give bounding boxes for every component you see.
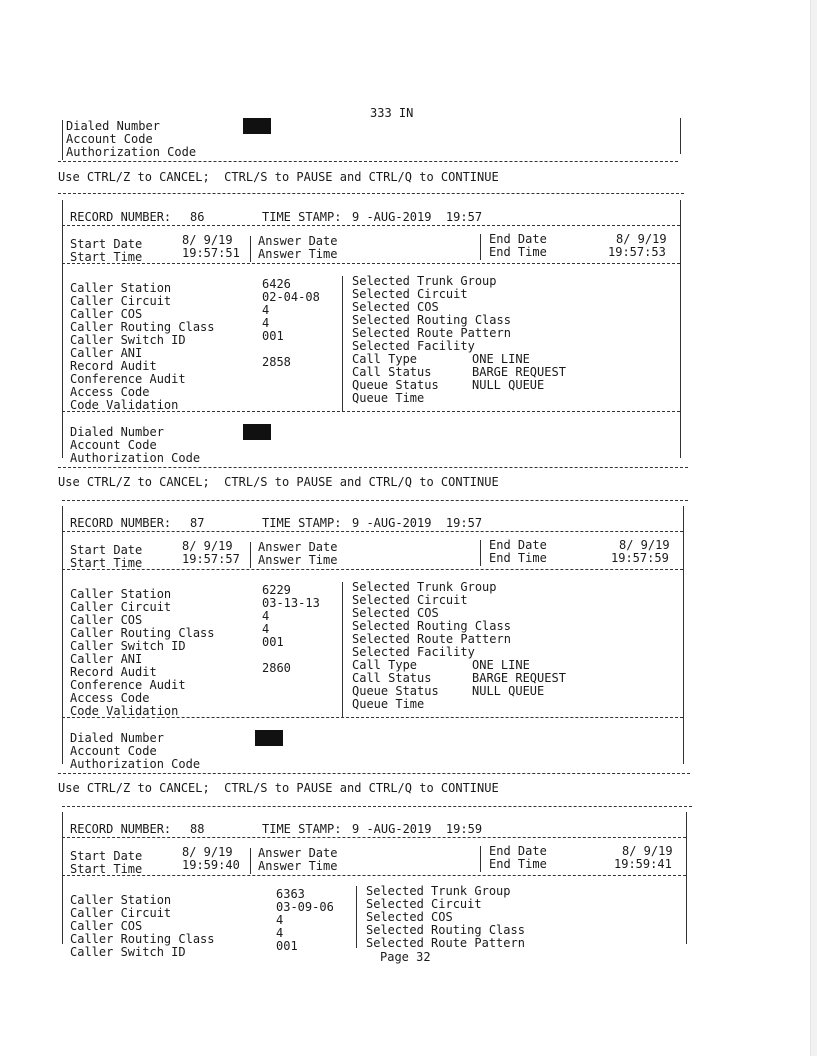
start-time-value: 19:59:40 [182, 858, 240, 872]
selected-circuit-label: Selected Circuit [366, 897, 482, 911]
caller-ani-label: Caller ANI [70, 652, 143, 666]
dialed-number-label: Dialed Number [66, 119, 160, 133]
caller-routing-class-value: 4 [276, 926, 284, 940]
selected-trunk-group-label: Selected Trunk Group [366, 884, 511, 898]
call-type-label: Call Type [352, 658, 418, 672]
caller-switch-id-label: Caller Switch ID [70, 945, 186, 959]
caller-circuit-value: 03-13-13 [262, 596, 320, 610]
end-date-label: End Date [489, 538, 547, 552]
selected-route-pattern-label: Selected Route Pattern [352, 632, 511, 646]
page-number: Page 32 [380, 950, 431, 964]
right-border [683, 506, 684, 764]
call-type-value: ONE LINE [472, 658, 530, 672]
left-border [62, 120, 63, 160]
authorization-code-label: Authorization Code [66, 145, 197, 159]
column-separator [250, 236, 251, 262]
caller-station-label: Caller Station [70, 893, 172, 907]
time-stamp-value: 9 -AUG-2019 19:57 [352, 516, 483, 530]
queue-status-label: Queue Status [352, 378, 439, 392]
answer-time-label: Answer Time [258, 247, 338, 261]
queue-time-label: Queue Time [352, 391, 425, 405]
end-date-value: 8/ 9/19 [616, 232, 667, 246]
selected-trunk-group-label: Selected Trunk Group [352, 580, 497, 594]
queue-status-value: NULL QUEUE [472, 684, 545, 698]
record-number-label: RECORD NUMBER: [70, 822, 172, 836]
selected-routing-class-label: Selected Routing Class [352, 313, 511, 327]
caller-switch-id-label: Caller Switch ID [70, 639, 186, 653]
caller-switch-id-value: 001 [262, 635, 284, 649]
divider [58, 773, 690, 774]
call-status-label: Call Status [352, 671, 432, 685]
selected-cos-label: Selected COS [352, 300, 439, 314]
caller-station-label: Caller Station [70, 281, 172, 295]
divider [62, 531, 683, 532]
caller-routing-class-label: Caller Routing Class [70, 320, 215, 334]
end-time-value: 19:57:53 [608, 245, 666, 259]
caller-cos-value: 4 [262, 303, 270, 317]
right-border [680, 200, 681, 458]
access-code-label: Access Code [70, 691, 150, 705]
record-number-value: 87 [190, 516, 205, 530]
divider [62, 875, 686, 876]
column-separator [250, 848, 251, 874]
caller-circuit-value: 03-09-06 [276, 900, 334, 914]
caller-cos-label: Caller COS [70, 307, 143, 321]
end-date-label: End Date [489, 232, 547, 246]
caller-routing-class-value: 4 [262, 316, 270, 330]
caller-switch-id-value: 001 [262, 329, 284, 343]
call-type-label: Call Type [352, 352, 418, 366]
divider [58, 193, 684, 194]
page-edge [810, 0, 817, 1056]
selected-cos-label: Selected COS [366, 910, 453, 924]
code-validation-label: Code Validation [70, 398, 179, 412]
answer-time-label: Answer Time [258, 859, 338, 873]
queue-time-label: Queue Time [352, 697, 425, 711]
record-number-label: RECORD NUMBER: [70, 210, 172, 224]
call-type-value: ONE LINE [472, 352, 530, 366]
caller-station-value: 6426 [262, 277, 291, 291]
start-time-value: 19:57:51 [182, 246, 240, 260]
caller-cos-label: Caller COS [70, 919, 143, 933]
right-border [686, 812, 687, 944]
caller-station-value: 6229 [262, 583, 291, 597]
end-time-label: End Time [489, 245, 547, 259]
caller-station-label: Caller Station [70, 587, 172, 601]
call-status-value: BARGE REQUEST [472, 671, 566, 685]
cancel-instruction: Use CTRL/Z to CANCEL; CTRL/S to PAUSE and CTRL/Q to CONTINUE [58, 475, 499, 489]
end-time-label: End Time [489, 857, 547, 871]
caller-switch-id-value: 001 [276, 939, 298, 953]
code-validation-label: Code Validation [70, 704, 179, 718]
start-date-value: 8/ 9/19 [182, 233, 233, 247]
access-code-label: Access Code [70, 385, 150, 399]
conference-audit-label: Conference Audit [70, 372, 186, 386]
record-audit-label: Record Audit [70, 359, 157, 373]
end-time-value: 19:59:41 [614, 857, 672, 871]
account-code-label: Account Code [70, 438, 157, 452]
record-audit-value: 2858 [262, 355, 291, 369]
column-separator [480, 234, 481, 260]
record-number-label: RECORD NUMBER: [70, 516, 172, 530]
left-border [62, 812, 63, 944]
answer-date-label: Answer Date [258, 540, 338, 554]
end-time-label: End Time [489, 551, 547, 565]
divider [62, 717, 683, 718]
column-separator [480, 540, 481, 566]
caller-switch-id-label: Caller Switch ID [70, 333, 186, 347]
answer-date-label: Answer Date [258, 234, 338, 248]
selected-facility-label: Selected Facility [352, 339, 475, 353]
selected-cos-label: Selected COS [352, 606, 439, 620]
authorization-code-label: Authorization Code [70, 757, 201, 771]
start-date-label: Start Date [70, 237, 143, 251]
end-date-value: 8/ 9/19 [622, 844, 673, 858]
right-border [680, 118, 681, 154]
redacted-dialed-number [243, 424, 271, 440]
caller-cos-value: 4 [276, 913, 284, 927]
caller-circuit-label: Caller Circuit [70, 906, 172, 920]
start-time-label: Start Time [70, 556, 143, 570]
left-border [62, 506, 63, 764]
caller-cos-label: Caller COS [70, 613, 143, 627]
dialed-number-label: Dialed Number [70, 731, 164, 745]
selected-route-pattern-label: Selected Route Pattern [366, 936, 525, 950]
divider [62, 806, 692, 807]
divider [62, 500, 688, 501]
caller-routing-class-label: Caller Routing Class [70, 626, 215, 640]
authorization-code-label: Authorization Code [70, 451, 201, 465]
divider [62, 569, 683, 570]
selected-circuit-label: Selected Circuit [352, 593, 468, 607]
column-separator [480, 846, 481, 872]
cancel-instruction: Use CTRL/Z to CANCEL; CTRL/S to PAUSE and CTRL/Q to CONTINUE [58, 781, 499, 795]
divider [62, 411, 680, 412]
left-border [62, 200, 63, 458]
selected-routing-class-label: Selected Routing Class [366, 923, 525, 937]
column-separator [342, 582, 343, 718]
selected-facility-label: Selected Facility [352, 645, 475, 659]
record-audit-value: 2860 [262, 661, 291, 675]
start-time-label: Start Time [70, 862, 143, 876]
record-number-value: 88 [190, 822, 205, 836]
start-date-label: Start Date [70, 543, 143, 557]
account-code-label: Account Code [66, 132, 153, 146]
divider [62, 263, 680, 264]
caller-circuit-label: Caller Circuit [70, 600, 172, 614]
header-line: 333 IN [370, 106, 414, 120]
column-separator [356, 886, 357, 948]
cancel-instruction: Use CTRL/Z to CANCEL; CTRL/S to PAUSE and CTRL/Q to CONTINUE [58, 170, 499, 184]
column-separator [342, 276, 343, 412]
record-audit-label: Record Audit [70, 665, 157, 679]
caller-ani-label: Caller ANI [70, 346, 143, 360]
divider [62, 225, 680, 226]
queue-status-value: NULL QUEUE [472, 378, 545, 392]
selected-routing-class-label: Selected Routing Class [352, 619, 511, 633]
redacted-dialed-number [255, 730, 283, 746]
end-date-label: End Date [489, 844, 547, 858]
time-stamp-label: TIME STAMP: [262, 516, 342, 530]
account-code-label: Account Code [70, 744, 157, 758]
start-time-value: 19:57:57 [182, 552, 240, 566]
caller-cos-value: 4 [262, 609, 270, 623]
start-date-value: 8/ 9/19 [182, 845, 233, 859]
conference-audit-label: Conference Audit [70, 678, 186, 692]
caller-circuit-label: Caller Circuit [70, 294, 172, 308]
selected-route-pattern-label: Selected Route Pattern [352, 326, 511, 340]
divider [58, 161, 678, 162]
time-stamp-label: TIME STAMP: [262, 210, 342, 224]
selected-circuit-label: Selected Circuit [352, 287, 468, 301]
caller-station-value: 6363 [276, 887, 305, 901]
caller-routing-class-label: Caller Routing Class [70, 932, 215, 946]
caller-routing-class-value: 4 [262, 622, 270, 636]
answer-time-label: Answer Time [258, 553, 338, 567]
call-status-value: BARGE REQUEST [472, 365, 566, 379]
queue-status-label: Queue Status [352, 684, 439, 698]
column-separator [250, 542, 251, 568]
answer-date-label: Answer Date [258, 846, 338, 860]
start-date-label: Start Date [70, 849, 143, 863]
redacted-dialed-number [243, 118, 271, 134]
call-status-label: Call Status [352, 365, 432, 379]
record-number-value: 86 [190, 210, 205, 224]
end-time-value: 19:57:59 [611, 551, 669, 565]
start-time-label: Start Time [70, 250, 143, 264]
start-date-value: 8/ 9/19 [182, 539, 233, 553]
time-stamp-label: TIME STAMP: [262, 822, 342, 836]
caller-circuit-value: 02-04-08 [262, 290, 320, 304]
time-stamp-value: 9 -AUG-2019 19:57 [352, 210, 483, 224]
dialed-number-label: Dialed Number [70, 425, 164, 439]
time-stamp-value: 9 -AUG-2019 19:59 [352, 822, 483, 836]
divider [58, 467, 688, 468]
end-date-value: 8/ 9/19 [619, 538, 670, 552]
selected-trunk-group-label: Selected Trunk Group [352, 274, 497, 288]
divider [62, 837, 686, 838]
